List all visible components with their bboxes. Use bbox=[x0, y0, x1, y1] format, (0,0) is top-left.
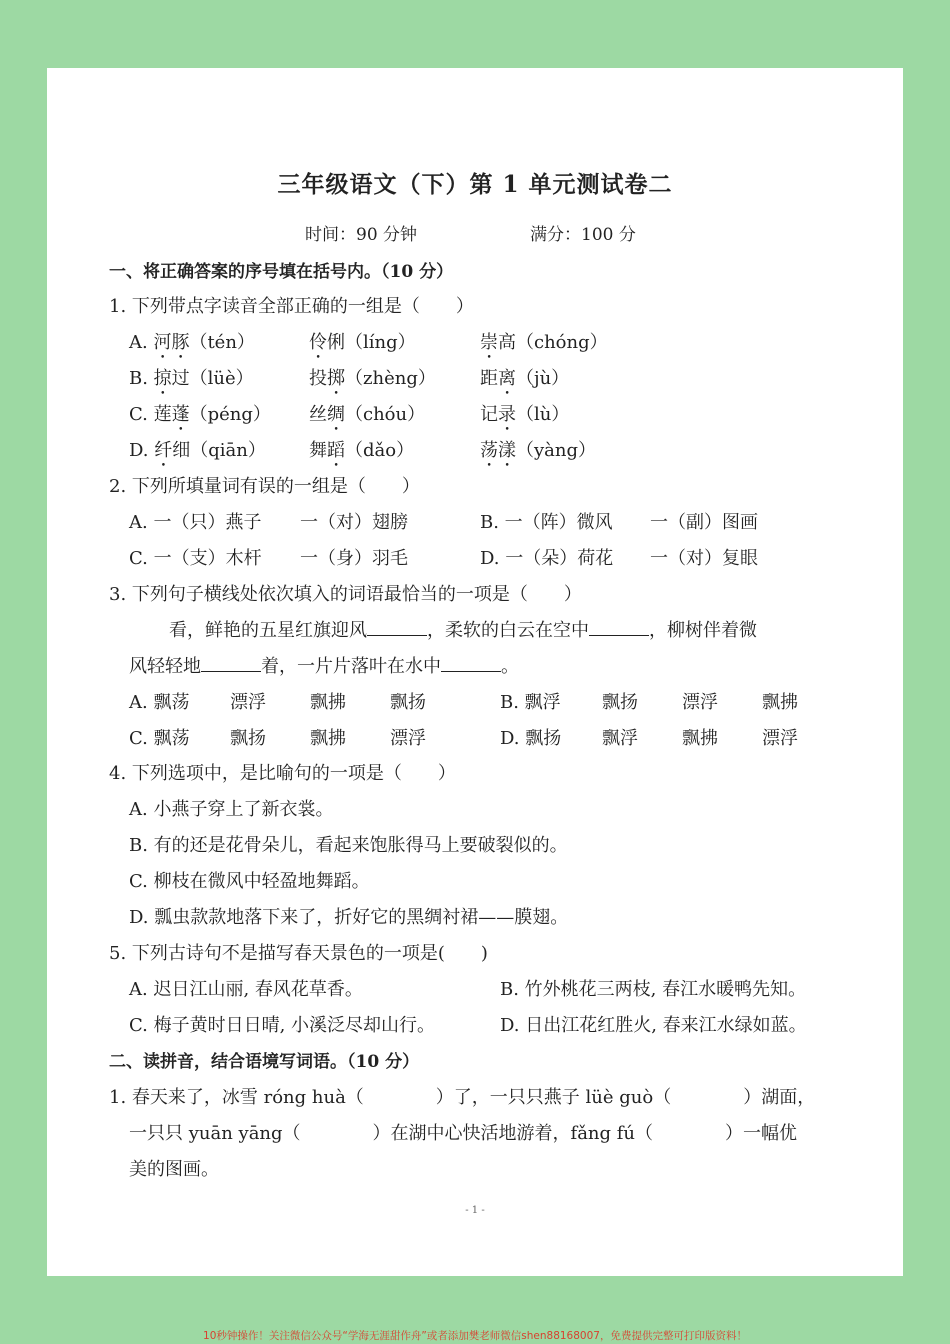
q2-option: B. 一（阵）微风 bbox=[480, 512, 613, 533]
q1-option: 距离（jù） bbox=[480, 368, 570, 389]
q1-option: B. 掠过（lüè） bbox=[129, 368, 254, 389]
q1-option: 伶俐（líng） bbox=[309, 332, 416, 353]
q4-stem: 4. 下列选项中，是比喻句的一项是（ ） bbox=[109, 763, 456, 784]
q1-option: C. 莲蓬（péng） bbox=[129, 404, 271, 425]
q3-option: 漂浮 bbox=[762, 728, 798, 749]
q3-option: 漂浮 bbox=[682, 692, 718, 713]
q1-option: 记录（lù） bbox=[480, 404, 570, 425]
q3-option: 漂浮 bbox=[390, 728, 426, 749]
q5-option: A. 迟日江山丽, 春风花草香。 bbox=[129, 979, 363, 1000]
q3-option: 飘扬 bbox=[390, 692, 426, 713]
q5-option: D. 日出江花红胜火, 春来江水绿如蓝。 bbox=[500, 1015, 807, 1036]
q3-option: 飘拂 bbox=[310, 692, 346, 713]
q1-option: D. 纤细（qiān） bbox=[129, 440, 266, 461]
fill-blank[interactable] bbox=[201, 655, 261, 672]
q3-option: 飘扬 bbox=[602, 692, 638, 713]
q1-option: 崇高（chóng） bbox=[480, 332, 608, 353]
q3-option: A. 飘荡 bbox=[129, 692, 190, 713]
q3-stem: 3. 下列句子横线处依次填入的词语最恰当的一项是（ ） bbox=[109, 584, 582, 605]
q3-option: C. 飘荡 bbox=[129, 728, 190, 749]
q2-option: 一（对）翅膀 bbox=[300, 512, 408, 533]
q4-option: B. 有的还是花骨朵儿，看起来饱胀得马上要破裂似的。 bbox=[129, 835, 568, 856]
q1-option: 舞蹈（dǎo） bbox=[309, 440, 415, 461]
q5-stem: 5. 下列古诗句不是描写春天景色的一项是( ) bbox=[109, 943, 488, 964]
q1-option: 投掷（zhèng） bbox=[309, 368, 436, 389]
fill-blank[interactable] bbox=[441, 655, 501, 672]
q3-passage-line: 风轻轻地 着，一片片落叶在水中 。 bbox=[129, 656, 519, 677]
q5-option: C. 梅子黄时日日晴, 小溪泛尽却山行。 bbox=[129, 1015, 436, 1036]
footer-banner: 10秒钟操作！关注微信公众号“学海无涯甜作舟”或者添加樊老师微信shen88168007，免费提供完整可打印版资料！ bbox=[203, 1330, 747, 1342]
q3-option: D. 飘扬 bbox=[500, 728, 562, 749]
q3-option: 飘拂 bbox=[310, 728, 346, 749]
q2-option: A. 一（只）燕子 bbox=[129, 512, 262, 533]
q3-option: B. 飘浮 bbox=[500, 692, 561, 713]
s2-q1-line: 1. 春天来了，冰雪 róng huà（ ）了，一只只燕子 lüè guò（ ）湖面， bbox=[109, 1087, 816, 1108]
s2-q1-line: 一只只 yuān yāng（ ）在湖中心快活地游着，fǎng fú（ ）一幅优 bbox=[129, 1123, 798, 1144]
q3-option: 飘拂 bbox=[762, 692, 798, 713]
q1-option: 丝绸（chóu） bbox=[309, 404, 426, 425]
q4-option: D. 瓢虫款款地落下来了，折好它的黑绸衬裙——膜翅。 bbox=[129, 907, 569, 928]
q5-option: B. 竹外桃花三两枝, 春江水暖鸭先知。 bbox=[500, 979, 807, 1000]
q1-stem: 1. 下列带点字读音全部正确的一组是（ ） bbox=[109, 296, 474, 317]
q2-option: 一（对）复眼 bbox=[650, 548, 758, 569]
q4-option: A. 小燕子穿上了新衣裳。 bbox=[129, 799, 334, 820]
page-number: - 1 - bbox=[465, 1205, 485, 1216]
q1-option: 荡漾（yàng） bbox=[480, 440, 597, 461]
q3-passage-line: 看，鲜艳的五星红旗迎风 ，柔软的白云在空中 ，柳树伴着微 bbox=[169, 620, 757, 641]
section-1-heading: 一、将正确答案的序号填在括号内。（10 分） bbox=[109, 262, 454, 282]
s2-q1-line: 美的图画。 bbox=[129, 1159, 219, 1180]
exam-paper bbox=[47, 68, 903, 1276]
section-2-heading: 二、读拼音，结合语境写词语。（10 分） bbox=[109, 1052, 420, 1072]
q3-option: 飘拂 bbox=[682, 728, 718, 749]
q3-option: 漂浮 bbox=[230, 692, 266, 713]
page-title: 三年级语文（下）第 1 单元测试卷二 bbox=[277, 171, 673, 198]
exam-time: 时间：90 分钟 bbox=[305, 225, 418, 245]
q3-option: 飘浮 bbox=[602, 728, 638, 749]
q4-option: C. 柳枝在微风中轻盈地舞蹈。 bbox=[129, 871, 370, 892]
exam-score: 满分：100 分 bbox=[530, 225, 636, 245]
q2-option: 一（副）图画 bbox=[650, 512, 758, 533]
fill-blank[interactable] bbox=[367, 619, 427, 636]
q2-stem: 2. 下列所填量词有误的一组是（ ） bbox=[109, 476, 420, 497]
q2-option: 一（身）羽毛 bbox=[300, 548, 408, 569]
q1-option: A. 河豚（tén） bbox=[129, 332, 255, 353]
fill-blank[interactable] bbox=[589, 619, 649, 636]
q2-option: C. 一（支）木杆 bbox=[129, 548, 262, 569]
q3-option: 飘扬 bbox=[230, 728, 266, 749]
q2-option: D. 一（朵）荷花 bbox=[480, 548, 614, 569]
